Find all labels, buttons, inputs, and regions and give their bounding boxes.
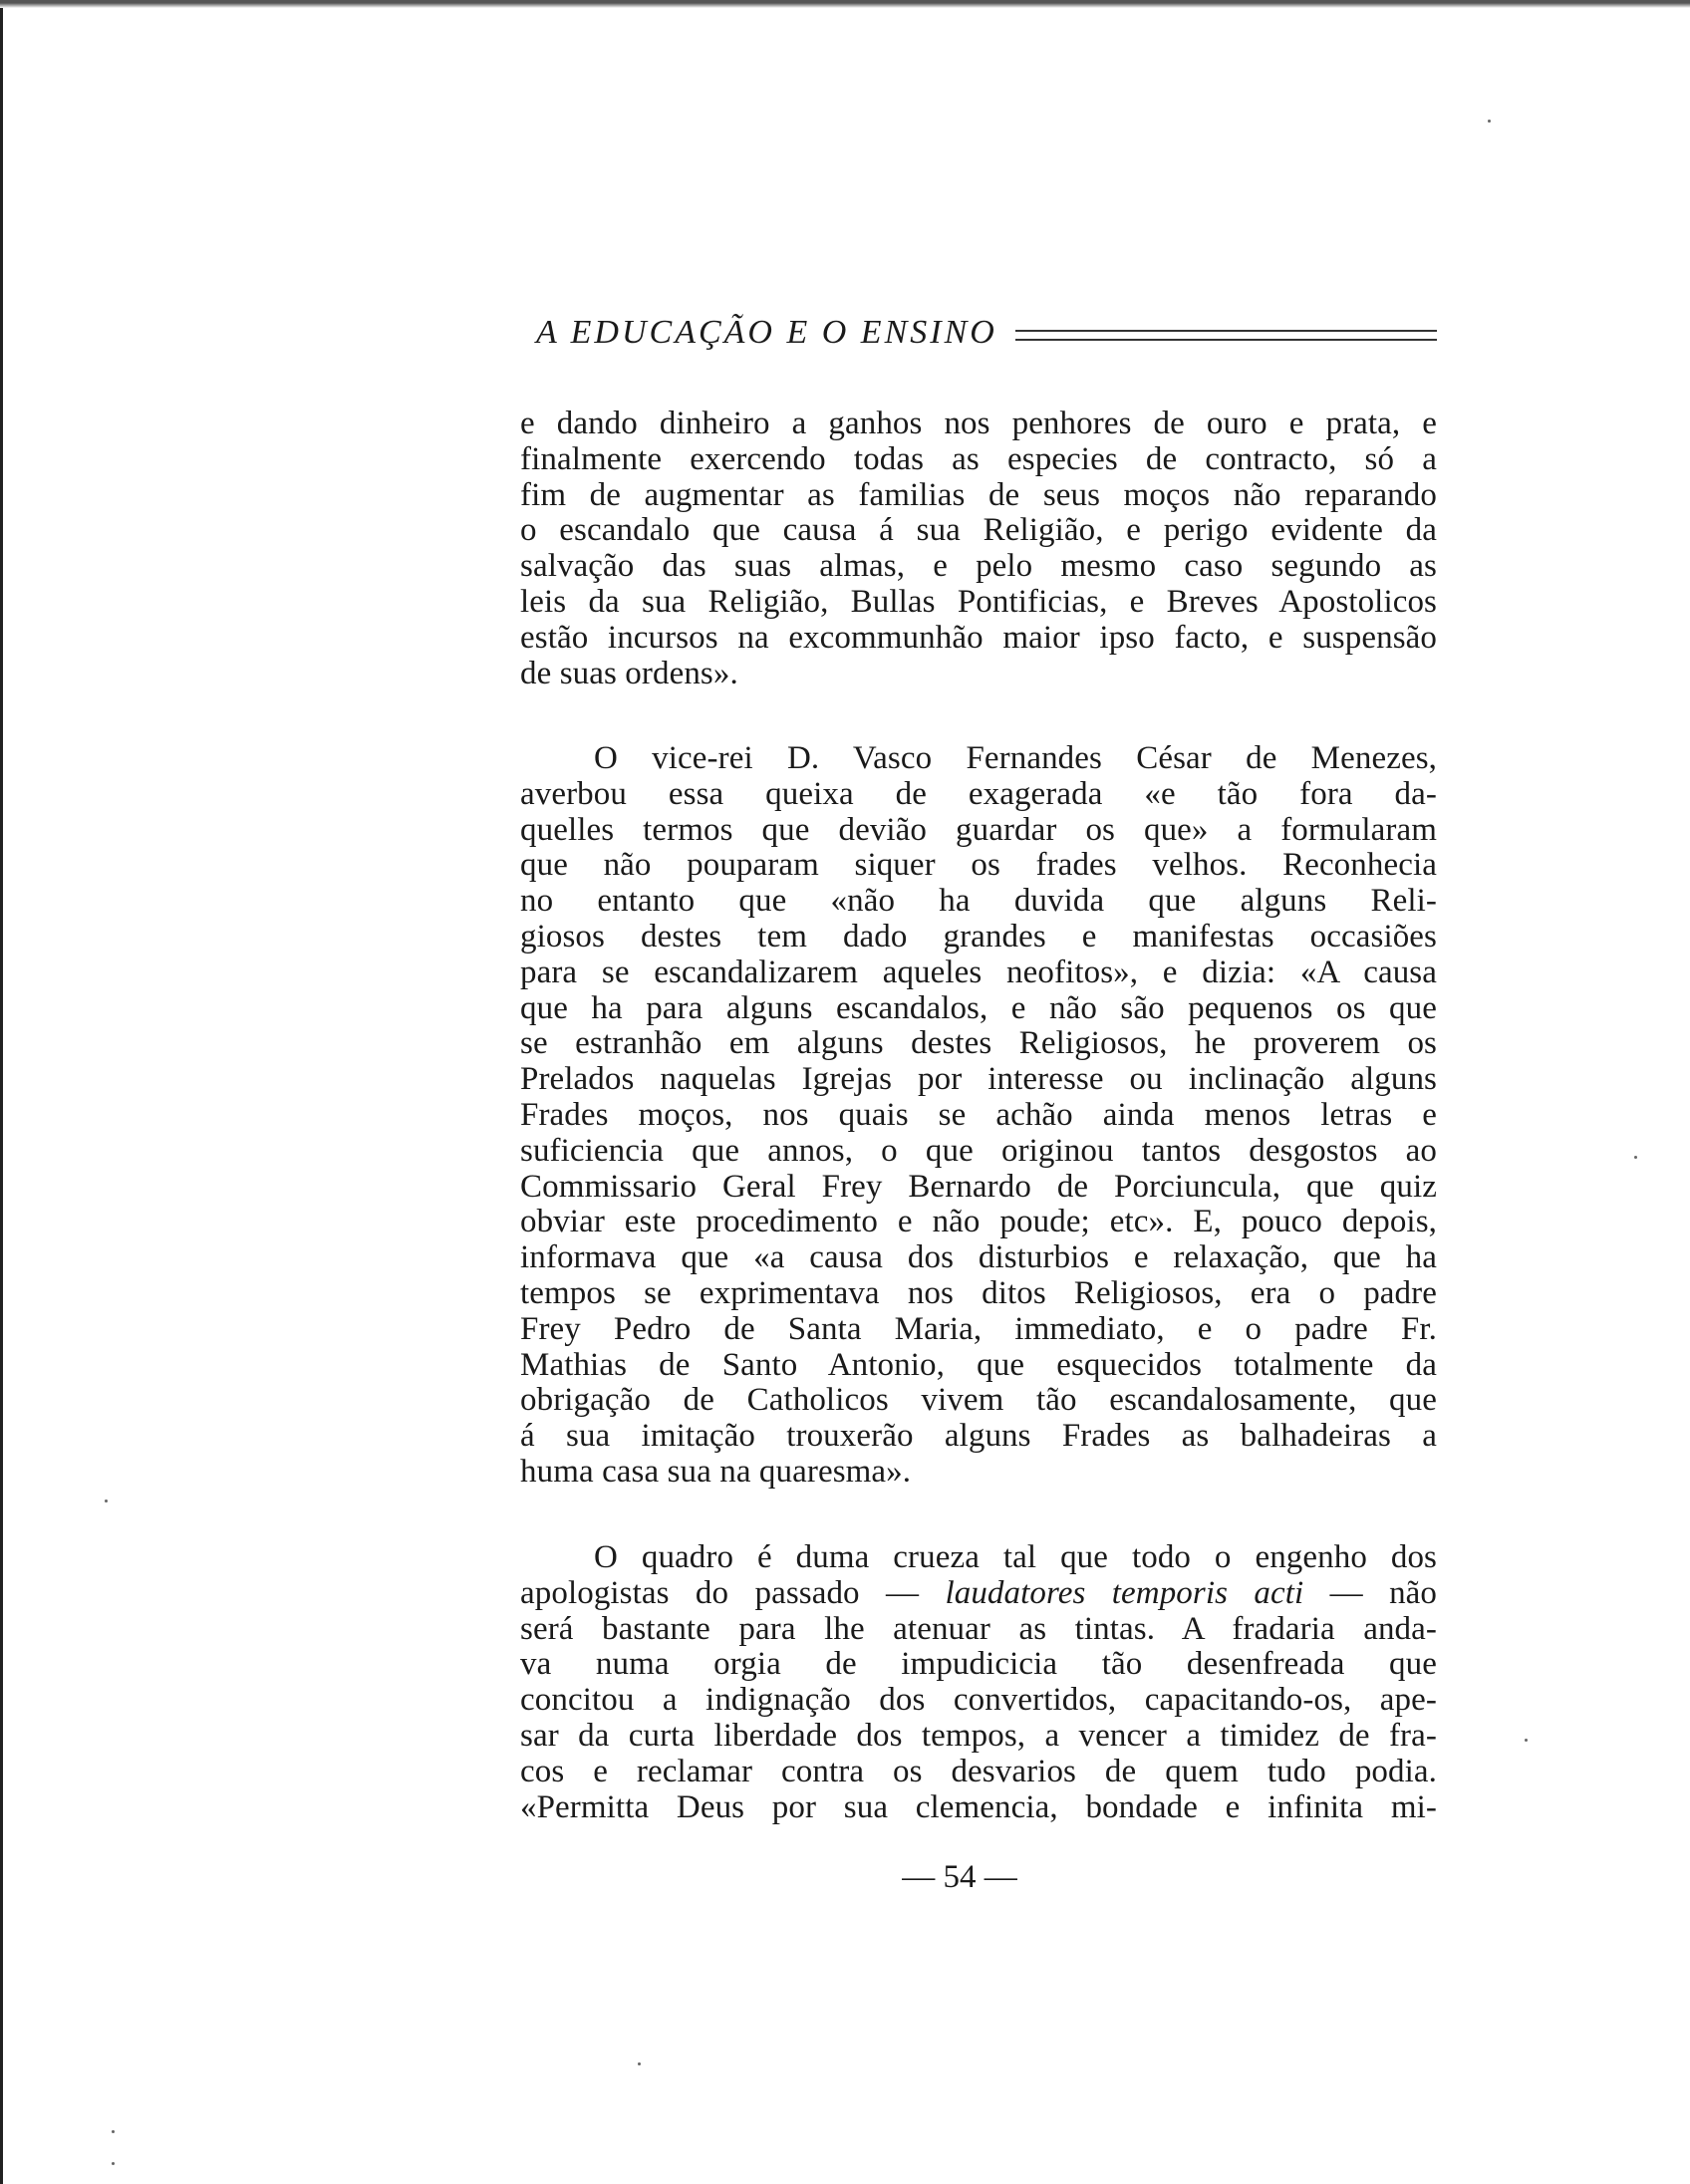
running-header-title: A EDUCAÇÃO E O ENSINO — [536, 314, 997, 351]
text-line: o escandalo que causa á sua Religião, e perigo evidente da — [520, 512, 1437, 549]
text-line: no entanto que «não ha duvida que alguns Reli- — [520, 883, 1437, 920]
header-rule — [1015, 330, 1437, 341]
text-line: será bastante para lhe atenuar as tintas. A fradaria anda- — [520, 1610, 1437, 1647]
paragraph-3 — [520, 1540, 1437, 1825]
paragraph-2 — [520, 741, 1437, 1491]
text-line: se estranhão em alguns destes Religiosos, he proverem os — [520, 1025, 1437, 1062]
text-line: quelles termos que devião guardar os que» a formularam — [520, 811, 1437, 848]
paragraph-1 — [520, 407, 1437, 691]
text-line: suficiencia que annos, o que originou tantos desgostos ao — [520, 1132, 1437, 1169]
scan-speck — [638, 2062, 641, 2065]
text-line: averbou essa queixa de exagerada «e tão fora da- — [520, 775, 1437, 812]
text-line: para se escandalizarem aqueles neofitos», e dizia: «A causa — [520, 954, 1437, 990]
text-line: Prelados naquelas Igrejas por interesse ou inclinação alguns — [520, 1061, 1437, 1098]
text-line: e dando dinheiro a ganhos nos penhores de ouro e prata, e — [520, 406, 1437, 441]
text-line: á sua imitação trouxerão alguns Frades as balhadeiras a — [520, 1418, 1437, 1455]
scan-speck — [1634, 1156, 1637, 1159]
text-line: concitou a indignação dos convertidos, capacitando-os, ape- — [520, 1682, 1437, 1719]
text-line: que não pouparam siquer os frades velhos. Reconhecia — [520, 847, 1437, 884]
text-line: giosos destes tem dado grandes e manifestas occasiões — [520, 918, 1437, 955]
text-line: Mathias de Santo Antonio, que esquecidos totalmente da — [520, 1346, 1437, 1383]
text-line: Commissario Geral Frey Bernardo de Porciuncula, que quiz — [520, 1168, 1437, 1205]
text-line: informava que «a causa dos disturbios e relaxação, que ha — [520, 1239, 1437, 1276]
scan-speck — [105, 1500, 108, 1502]
text-line: huma casa sua na quaresma». — [520, 1453, 912, 1490]
text-line: O quadro é duma crueza tal que todo o engenho dos — [594, 1539, 1437, 1575]
text-line: obviar este procedimento e não poude; etc». E, pouco depois, — [520, 1204, 1437, 1240]
running-header — [536, 311, 1437, 355]
text-line: de suas ordens». — [520, 655, 738, 691]
text-line: tempos se exprimentava nos ditos Religiosos, era o padre — [520, 1274, 1437, 1311]
text-line: Frades moços, nos quais se achão ainda menos letras e — [520, 1096, 1437, 1133]
scan-speck — [1525, 1739, 1528, 1742]
text-line: finalmente exercendo todas as especies de contracto, só a — [520, 440, 1437, 477]
page-number: — 54 — — [902, 1859, 1017, 1895]
text-fragment: apologistas do passado — — [520, 1574, 946, 1611]
scan-left-edge — [0, 0, 3, 2184]
scan-speck — [112, 2130, 115, 2133]
text-line: estão incursos na excommunhão maior ipso facto, e suspensão — [520, 619, 1437, 656]
text-line-with-latin-phrase — [520, 1576, 1437, 1612]
latin-phrase: laudatores temporis acti — [945, 1574, 1304, 1611]
scan-speck — [1488, 120, 1491, 123]
scan-speck — [112, 2162, 115, 2165]
text-line: cos e reclamar contra os desvarios de quem tudo podia. — [520, 1753, 1437, 1789]
text-line: salvação das suas almas, e pelo mesmo caso segundo as — [520, 548, 1437, 585]
scan-top-edge — [0, 0, 1690, 8]
text-line: sar da curta liberdade dos tempos, a vencer a timidez de fra- — [520, 1717, 1437, 1754]
text-fragment: — não — [1303, 1574, 1438, 1611]
text-line: leis da sua Religião, Bullas Pontificias, e Breves Apostolicos — [520, 583, 1437, 620]
text-line: obrigação de Catholicos vivem tão escandalosamente, que — [520, 1382, 1437, 1419]
text-line: O vice-rei D. Vasco Fernandes César de Menezes, — [594, 740, 1437, 776]
text-line: va numa orgia de impudicicia tão desenfreada que — [520, 1646, 1437, 1683]
text-line: fim de augmentar as familias de seus moços não reparando — [520, 476, 1437, 513]
text-line: «Permitta Deus por sua clemencia, bondade e infinita mi- — [520, 1788, 1437, 1825]
text-line: que ha para alguns escandalos, e não são pequenos os que — [520, 989, 1437, 1026]
text-line: Frey Pedro de Santa Maria, immediato, e o padre Fr. — [520, 1310, 1437, 1347]
